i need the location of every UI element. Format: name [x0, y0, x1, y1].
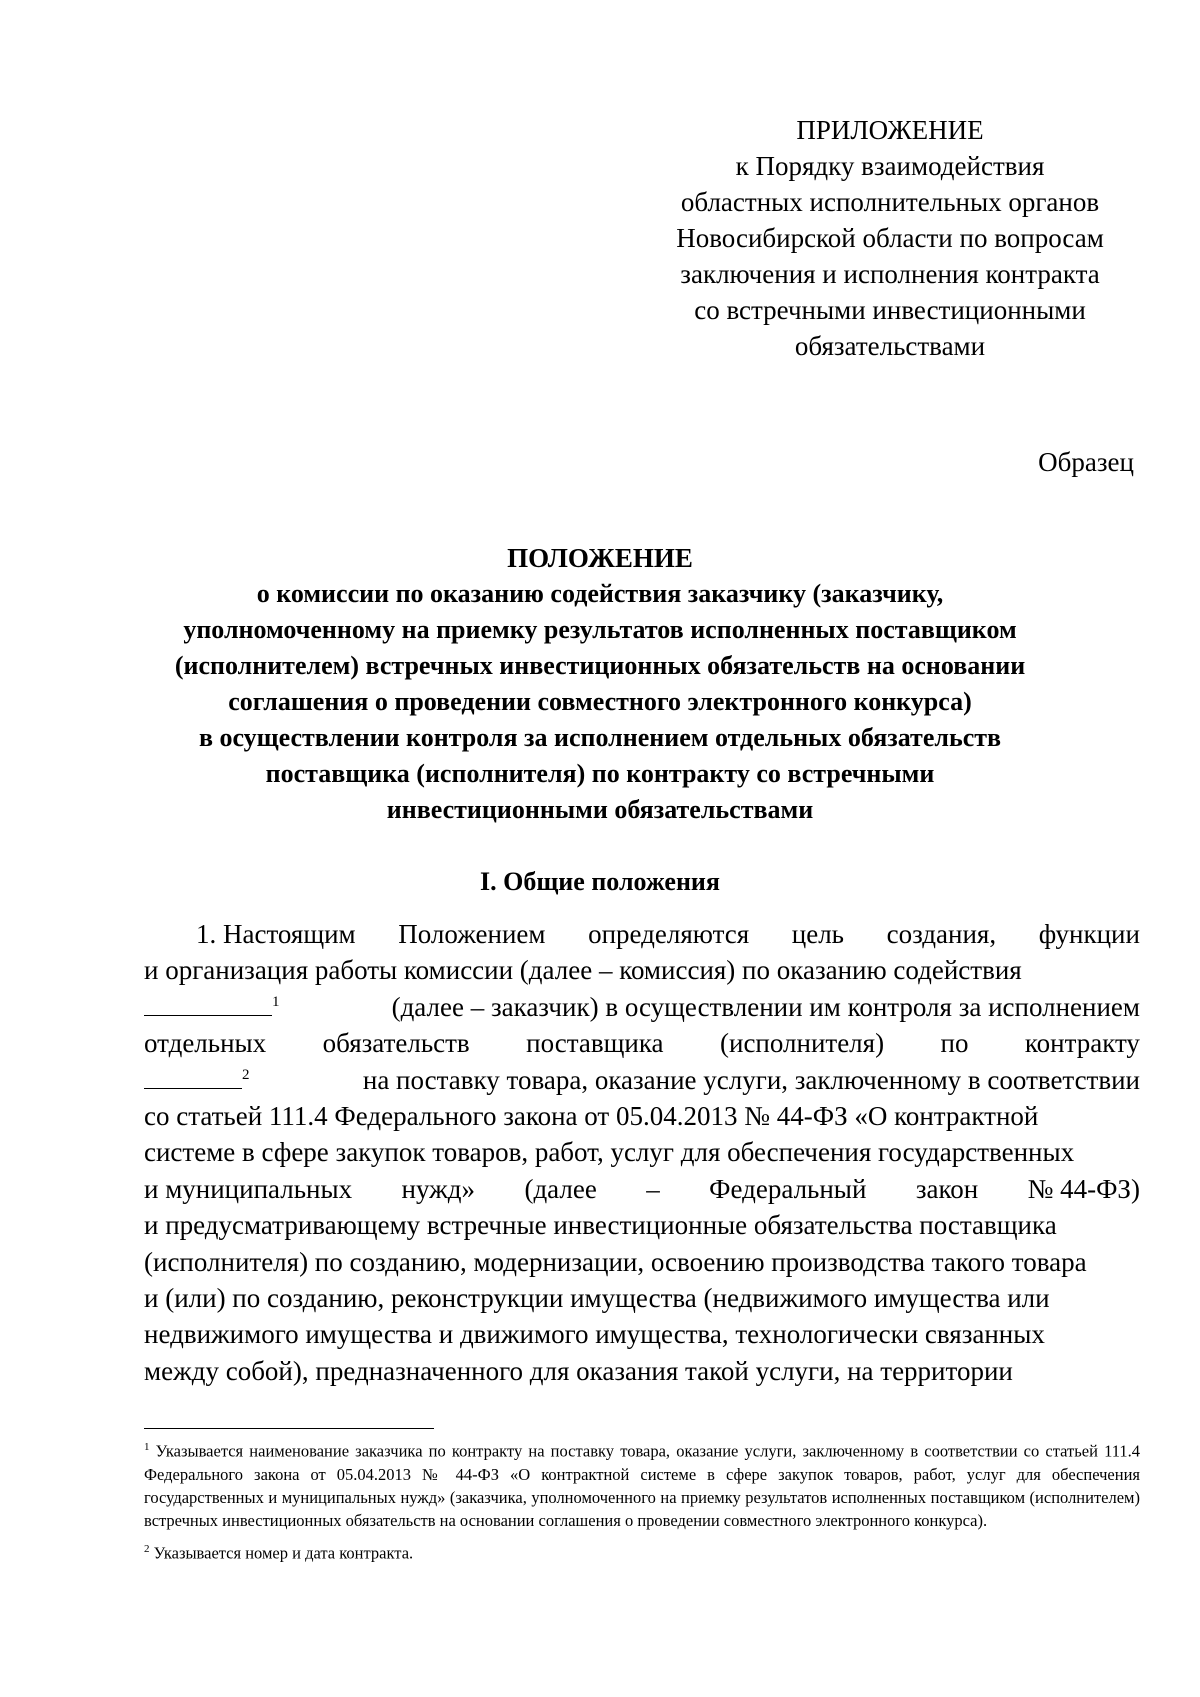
title-line: о комиссии по оказанию содействия заказчику (заказчику, — [256, 579, 944, 608]
body-line: 2 на поставку товара, оказание услуги, заключенному в соответствии — [144, 1062, 1140, 1098]
body-line: и муниципальных нужд» (далее – Федеральный закон № 44-ФЗ) — [144, 1173, 1140, 1204]
title-line: (исполнителем) встречных инвестиционных обязательств на основании — [174, 651, 1026, 680]
sample-label: Образец — [1038, 447, 1134, 477]
footnote-number: 1 — [144, 1441, 150, 1453]
body-line: (исполнителя) по созданию, модернизации, освоению производства такого товара — [144, 1246, 1087, 1277]
title-line: соглашения о проведении совместного электронного конкурса) — [228, 687, 972, 716]
appendix-line: со встречными инвестиционными — [694, 295, 1086, 325]
title-line: в осуществлении контроля за исполнением отдельных обязательств — [198, 723, 1002, 752]
appendix-line: областных исполнительных органов — [680, 187, 1100, 217]
body-line: системе в сфере закупок товаров, работ, услуг для обеспечения государственных — [144, 1137, 1075, 1168]
body-paragraph — [144, 916, 1140, 1389]
document-title — [150, 540, 1050, 828]
appendix-line: ПРИЛОЖЕНИЕ — [796, 115, 984, 145]
blank-field — [144, 993, 272, 1016]
footnote-text: Указывается номер и дата контракта. — [153, 1543, 414, 1562]
appendix-line: заключения и исполнения контракта — [680, 259, 1100, 289]
body-line: между собой), предназначенного для оказания такой услуги, на территории — [144, 1355, 1013, 1386]
appendix-line: Новосибирской области по вопросам — [676, 223, 1104, 253]
body-line: 1. Настоящим Положением определяются цель создания, функции — [196, 919, 1140, 949]
body-line: недвижимого имущества и движимого имущества, технологически связанных — [144, 1319, 1045, 1350]
footnote-text: Указывается наименование заказчика по контракту на поставку товара, оказание услуги, заключенному в соответствии со статьей 111.4 Федерального закона от 05.04.2013 № 44-ФЗ «О контрактной системе в сфере закупок товаров, работ, услуг для обеспечения государственных и муниципальных нужд» (заказчика, уполномоченного на приемку результатов исполненных поставщиком (исполнителем) встречных инвестиционных обязательств на основании соглашения о проведении совместного электронного конкурса). — [144, 1441, 1140, 1530]
appendix-line: к Порядку взаимодействия — [735, 151, 1045, 181]
footnote-number: 2 — [144, 1542, 150, 1555]
footnotes — [144, 1436, 1140, 1564]
appendix-block — [640, 112, 1140, 364]
footnote-2 — [144, 1538, 1140, 1565]
title-main: ПОЛОЖЕНИЕ — [507, 543, 693, 573]
body-line: и предусматривающему встречные инвестиционные обязательства поставщика — [144, 1210, 1057, 1241]
section-heading: I. Общие положения — [480, 867, 720, 896]
footnote-1 — [144, 1436, 1140, 1532]
body-line: и организация работы комиссии (далее – комиссия) по оказанию содействия — [144, 955, 1022, 986]
appendix-line: обязательствами — [794, 331, 986, 361]
body-line: отдельных обязательств поставщика (исполнителя) по контракту — [144, 1028, 1140, 1059]
body-line: 1 (далее – заказчик) в осуществлении им контроля за исполнением — [144, 989, 1140, 1025]
title-line: уполномоченному на приемку результатов исполненных поставщиком — [183, 615, 1017, 644]
title-line: поставщика (исполнителя) по контракту со встречными — [265, 759, 935, 788]
title-line: инвестиционными обязательствами — [386, 795, 814, 824]
footnote-separator — [144, 1428, 434, 1429]
body-line: со статьей 111.4 Федерального закона от 05.04.2013 № 44-ФЗ «О контрактной — [144, 1100, 1039, 1131]
body-line: и (или) по созданию, реконструкции имущества (недвижимого имущества или — [144, 1282, 1050, 1313]
blank-field — [144, 1066, 242, 1089]
